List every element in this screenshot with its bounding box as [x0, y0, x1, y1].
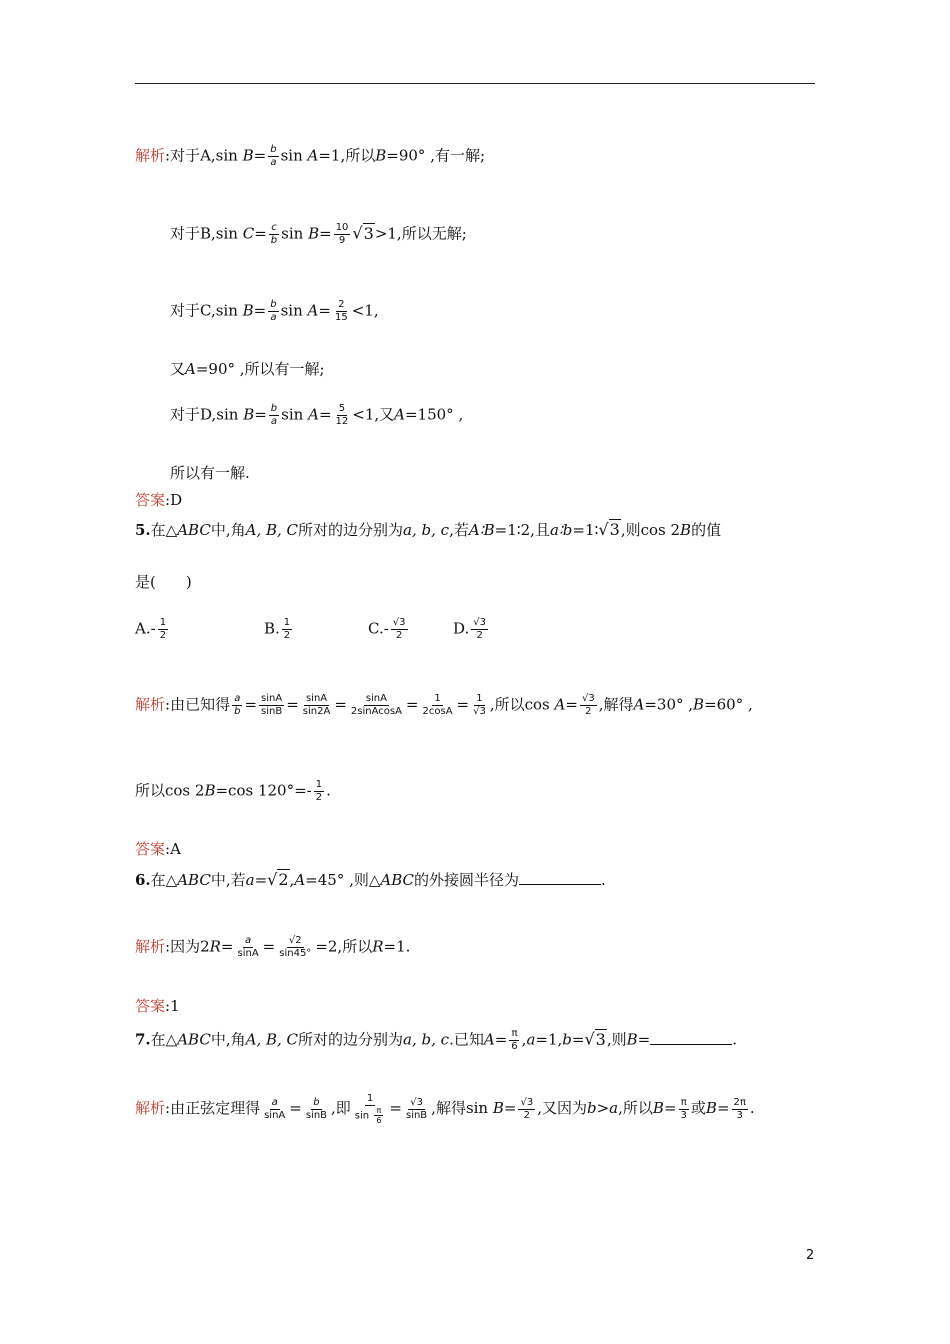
fraction: $\frac{\sin A}{\text{2sinAcosA}}$	[350, 693, 402, 717]
fraction: $\frac{b}{a}$	[270, 403, 278, 427]
fraction: $\frac{√2}{\sin 45^\circ}$	[279, 935, 312, 959]
sqrt-symbol: √2	[267, 870, 289, 889]
fraction: $\frac{1}{2}$	[283, 617, 291, 641]
fraction: $\frac{1}{2}$	[159, 617, 167, 641]
q4-analysis-line-6: 所以有一解.	[170, 464, 250, 482]
fraction: $\frac{1}{2\cos A}$	[422, 693, 453, 717]
q5-analysis-line-2: 所以cos 2B=cos 120°=- $\frac{1}{2}$ .	[135, 779, 331, 803]
question-number: 6.	[135, 871, 151, 889]
analysis-label: 解析	[135, 695, 166, 714]
q5-answer: 答案:A	[135, 840, 181, 858]
fraction: $\frac{10}{9}$	[335, 222, 349, 246]
fraction: $\frac{a}{b}$	[234, 693, 241, 717]
q6-stem: 6.在△ABC中,若a=√2,A=45° ,则△ABC的外接圆半径为 .	[135, 870, 606, 889]
fraction: $\frac{√3}{2}$	[392, 617, 406, 641]
q5-analysis-line-1: 解析:由已知得 $\frac{a}{b}$ = $\frac{\sin A}{\sin B}$ = $\frac{\sin A}{\sin 2A}$ = $\frac{\sin A}{\text{2sinAcosA}}$ = $\frac{1}{2\cos A}$ = $\frac{1}{√3}$ ,所以cos A= $\frac{√3}{2}$ ,解得A=30° ,B=60° ,	[135, 693, 753, 717]
q4-analysis-line-5: 对于D,sin B= $\frac{b}{a}$ sin A= $\frac{5}{12}$ <1,又A=150° ,	[170, 403, 464, 427]
answer-blank	[650, 1030, 732, 1045]
analysis-label: 解析	[135, 937, 166, 956]
sqrt-symbol: √3	[352, 223, 374, 243]
fraction: $\frac{2\pi}{3}$	[733, 1096, 746, 1121]
q7-analysis: 解析:由正弦定理得 $\frac{a}{\sin A}$ = $\frac{b}{\sin B}$ ,即 1 sin $\frac{\pi}{6}$ = $\frac{√3}{\sin B}$ ,解得sin B= $\frac{√3}{2}$ ,又因为b>a,所以B= $\frac{\pi}{3}$ 或B= $\frac{2\pi}{3}$ .	[135, 1093, 755, 1125]
answer-label: 答案	[135, 997, 166, 1015]
fraction: $\frac{a}{\sin A}$	[237, 935, 259, 959]
fraction: $\frac{a}{\sin A}$	[264, 1096, 286, 1121]
q5-stem-line-1: 5.在△ABC中,角A, B, C所对的边分别为a, b, c,若A∶B=1∶2,且a∶b=1∶√3,则cos 2B的值	[135, 520, 722, 539]
question-number: 7.	[135, 1030, 151, 1049]
q6-answer: 答案:1	[135, 997, 180, 1015]
fraction: $\frac{c}{b}$	[270, 222, 278, 246]
sqrt-symbol: √3	[584, 1029, 606, 1049]
fraction: $\frac{√3}{2}$	[520, 1096, 534, 1121]
answer-label: 答案	[135, 840, 166, 858]
sqrt-symbol: √3	[598, 520, 620, 539]
fraction: $\frac{2}{15}$	[334, 299, 348, 323]
answer-label: 答案	[135, 491, 166, 509]
q4-analysis-line-2: 对于B,sin C= $\frac{c}{b}$ sin B= $\frac{10}{9}$ √3>1,所以无解;	[170, 222, 467, 246]
fraction: $\frac{\pi}{3}$	[680, 1096, 687, 1121]
fraction: $\frac{b}{a}$	[270, 299, 277, 323]
analysis-label: 解析	[135, 1099, 166, 1117]
question-number: 5.	[135, 521, 151, 539]
fraction: $\frac{1}{2}$	[315, 779, 323, 803]
page-number: 2	[806, 1248, 815, 1263]
q4-analysis-line-1: 解析:对于A,sin B= $\frac{b}{a}$ sin A=1,所以B=90° ,有一解;	[135, 144, 486, 168]
q4-analysis-line-4: 又A=90° ,所以有一解;	[170, 360, 325, 378]
q6-analysis: 解析:因为2R= $\frac{a}{\sin A}$ = $\frac{√2}{\sin 45^\circ}$ =2,所以R=1.	[135, 935, 411, 959]
fraction: $\frac{√3}{\sin B}$	[405, 1096, 428, 1121]
fraction: 1 sin $\frac{\pi}{6}$	[354, 1093, 382, 1125]
q7-stem: 7.在△ABC中,角A, B, C所对的边分别为a, b, c.已知A= $\frac{\pi}{6}$ ,a=1,b=√3,则B= .	[135, 1028, 738, 1052]
header-rule	[135, 83, 815, 84]
q5-option-b: B. $\frac{1}{2}$	[264, 617, 291, 641]
fraction: $\frac{1}{√3}$	[473, 693, 486, 717]
analysis-label: 解析	[135, 146, 166, 165]
fraction: $\frac{b}{\sin B}$	[305, 1096, 328, 1121]
fraction: $\frac{√3}{2}$	[581, 693, 595, 717]
q5-option-d: D. $\frac{√3}{2}$	[453, 617, 487, 641]
q5-option-a: A.- $\frac{1}{2}$	[135, 617, 167, 641]
q4-analysis-line-3: 对于C,sin B= $\frac{b}{a}$ sin A= $\frac{2}{15}$ <1,	[170, 299, 379, 323]
fraction: $\frac{5}{12}$	[335, 403, 349, 427]
fraction: $\frac{b}{a}$	[270, 144, 277, 168]
q4-answer: 答案:D	[135, 491, 183, 509]
q5-stem-line-2: 是( )	[135, 573, 192, 591]
fraction: $\frac{√3}{2}$	[473, 617, 487, 641]
q5-option-c: C.- $\frac{√3}{2}$	[368, 617, 406, 641]
fraction: $\frac{\pi}{6}$	[511, 1028, 518, 1052]
fraction: $\frac{\sin A}{\sin 2A}$	[302, 693, 331, 717]
fraction: $\frac{\sin A}{\sin B}$	[261, 693, 283, 717]
answer-blank	[519, 870, 601, 885]
